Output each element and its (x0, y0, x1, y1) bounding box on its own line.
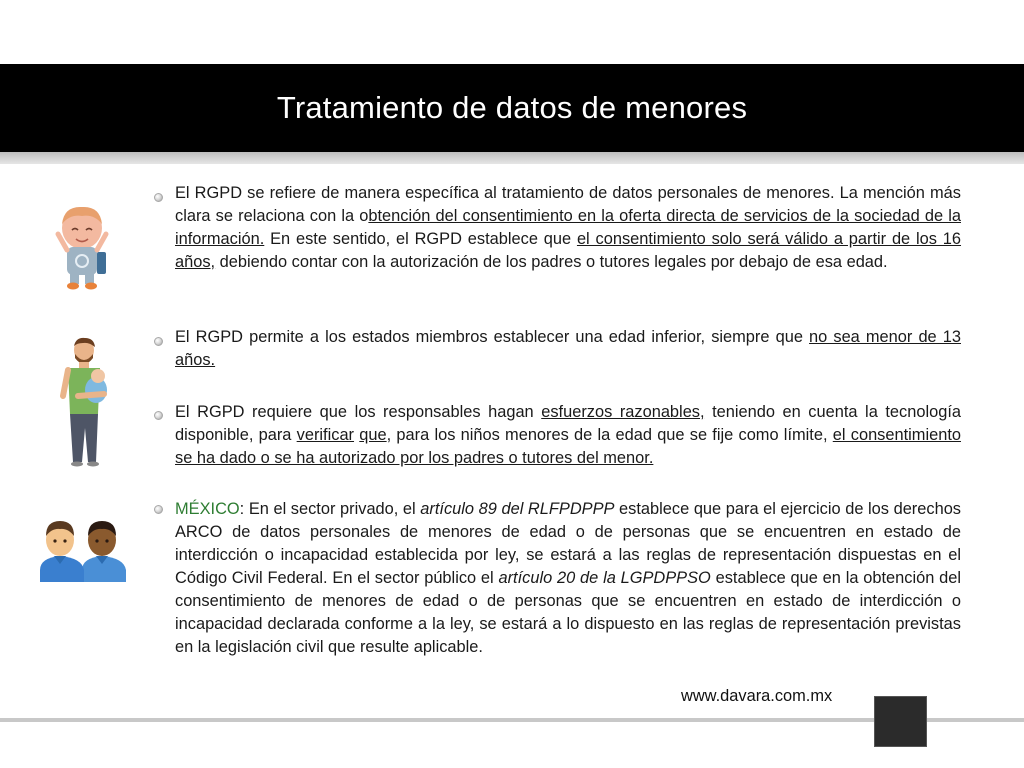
text-segment: artículo 20 de la LGPDPPSO (498, 569, 711, 587)
text-segment: que (359, 426, 387, 444)
bullet-2 (154, 337, 163, 346)
text-segment: MÉXICO (175, 500, 240, 518)
text-segment: esfuerzos razonables, (541, 403, 705, 421)
paragraph-mexico (175, 498, 961, 659)
text-segment: el consentimiento se ha dado o se ha autorizado por los padres o tutores del menor. (175, 426, 961, 467)
footer-divider (0, 718, 1024, 722)
two-people-icon (38, 516, 130, 582)
paragraph-reasonable-efforts (175, 401, 961, 470)
text-segment: El RGPD requiere que los responsables hagan (175, 403, 542, 421)
decorative-square (874, 696, 927, 747)
text-segment: no sea menor de 13 años. (175, 328, 961, 369)
paragraph-consent-16 (175, 182, 961, 274)
bullet-3 (154, 411, 163, 420)
text-segment: : En el sector privado, el (239, 500, 421, 518)
text-segment: teniendo en cuenta la tecnología disponible, para (175, 403, 961, 444)
text-segment: En este sentido, el RGPD establece que (264, 230, 577, 248)
text-segment: establece que para el ejercicio de los derechos ARCO de datos personales de menores de edad o de personas que se encuentren en estado de interdicción o incapacidad establecida por ley, se estará a las reglas de representación dispuestas en el Código Civil Federal. En el sector público el (175, 500, 962, 587)
child-icon (52, 204, 112, 290)
text-segment: El RGPD permite a los estados miembros establecer una edad inferior, siempre que (175, 328, 810, 346)
text-segment: , para los niños menores de la edad que se fije como límite, (386, 426, 833, 444)
bullet-1 (154, 193, 163, 202)
bullet-4 (154, 505, 163, 514)
text-segment: verificar (296, 426, 355, 444)
text-segment: establece que en la obtención del consentimiento de menores de edad o de personas que se encuentren en estado de interdicción o incapacidad declarada conforme a la ley, se estará a lo dispuesto en las reglas de representación previstas en la legislación civil que resulte aplicable. (175, 569, 961, 656)
website-link[interactable]: www.davara.com.mx (681, 687, 833, 705)
text-segment: btención del consentimiento en la oferta directa de servicios de la sociedad de la información. (175, 207, 961, 248)
paragraph-member-states-13 (175, 326, 961, 372)
header-bar (0, 64, 1024, 152)
text-segment: El RGPD se refiere de manera específica al tratamiento de datos personales de menores. La mención más clara se relaciona con la o (175, 184, 961, 225)
header-divider (0, 152, 1024, 164)
page-title: Tratamiento de datos de menores (276, 90, 748, 125)
text-segment: debiendo contar con la autorización de los padres o tutores legales por debajo de esa edad. (215, 253, 888, 271)
text-segment: artículo 89 del RLFPDPPP (420, 500, 615, 518)
text-segment: el consentimiento solo será válido a partir de los 16 años, (175, 230, 962, 271)
father-with-baby-icon (58, 336, 114, 468)
